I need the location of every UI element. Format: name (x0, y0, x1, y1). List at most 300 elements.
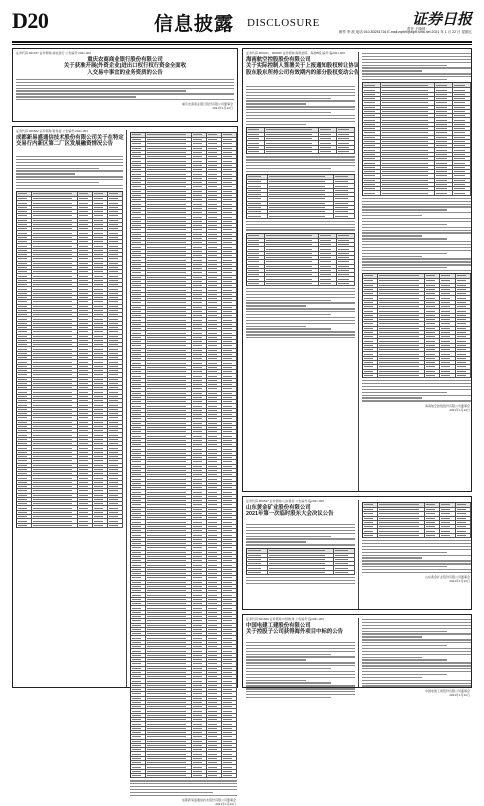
table-cell (131, 258, 146, 261)
table-cell (108, 485, 123, 488)
table-cell (192, 718, 207, 721)
table-cell (32, 201, 78, 204)
table-cell (131, 688, 146, 691)
table-cell (93, 481, 108, 484)
table-cell (337, 282, 355, 285)
table-cell (207, 705, 222, 708)
table-cell (192, 722, 207, 725)
table-cell (93, 395, 108, 398)
table-cell (222, 503, 237, 506)
table-cell (207, 636, 222, 639)
table-cell (222, 624, 237, 627)
table-cell (131, 705, 146, 708)
table-cell (381, 140, 436, 143)
table-cell (131, 396, 146, 399)
table-cell (32, 206, 78, 209)
table-cell (131, 133, 146, 137)
table-cell (146, 211, 192, 214)
inner-column-left (13, 155, 126, 687)
text-line (362, 209, 447, 210)
table-cell (108, 274, 123, 277)
table-cell (207, 456, 222, 459)
table-cell (108, 395, 123, 398)
table-cell (108, 459, 123, 462)
table-cell (78, 192, 93, 196)
table-cell (207, 340, 222, 343)
table-cell (108, 296, 123, 299)
text-line (246, 648, 355, 649)
table-cell (207, 542, 222, 545)
table-cell (32, 459, 78, 462)
table-cell (381, 161, 436, 164)
table-cell (192, 551, 207, 554)
table-cell (207, 331, 222, 334)
table-cell (222, 190, 237, 193)
text-line (246, 645, 355, 646)
table-cell (363, 110, 381, 113)
table-cell (334, 193, 355, 196)
table-cell (131, 198, 146, 201)
table-cell (93, 421, 108, 424)
text-line (362, 232, 471, 233)
signature-line: 山东黄金矿业股份有限公司董事会 (424, 575, 470, 580)
table-cell (17, 494, 32, 497)
table-cell (363, 127, 381, 130)
table-cell (131, 473, 146, 476)
table-cell (192, 740, 207, 743)
table-cell (222, 593, 237, 596)
text-line (362, 215, 422, 216)
table-cell (108, 257, 123, 260)
table-cell (78, 283, 93, 286)
table-cell (131, 477, 146, 480)
table-cell (435, 179, 453, 182)
table-cell (192, 344, 207, 347)
table-cell (192, 138, 207, 141)
table-cell (192, 508, 207, 511)
table-cell (435, 118, 453, 121)
table-cell (363, 292, 378, 295)
table-cell (78, 382, 93, 385)
table-cell (78, 476, 93, 479)
table-cell (32, 192, 78, 196)
text-line (16, 173, 75, 174)
table-cell (93, 192, 108, 196)
table-cell (222, 426, 237, 429)
table-cell (17, 446, 32, 449)
table-cell (131, 327, 146, 330)
table-cell (381, 157, 436, 160)
table-cell (131, 172, 146, 175)
table-cell (131, 409, 146, 412)
table-cell (146, 675, 192, 678)
table-cell (207, 718, 222, 721)
text-line (362, 221, 471, 222)
table-cell (93, 257, 108, 260)
table-cell (456, 348, 471, 351)
table-cell (222, 520, 237, 523)
table-cell (319, 273, 337, 276)
table-cell (381, 114, 436, 117)
table-cell (222, 757, 237, 760)
table-cell (425, 348, 440, 351)
table-cell (131, 340, 146, 343)
table-cell (222, 748, 237, 751)
table-cell (32, 365, 78, 368)
table-cell (363, 183, 381, 186)
table-cell (146, 508, 192, 511)
body-text (246, 86, 355, 125)
table-cell (32, 472, 78, 475)
body-text (246, 642, 355, 698)
table-cell (363, 288, 378, 291)
table-cell (192, 581, 207, 584)
table-cell (192, 675, 207, 678)
table-cell (192, 452, 207, 455)
table-cell (222, 228, 237, 231)
table-cell (425, 339, 440, 342)
table-cell (363, 157, 381, 160)
table-cell (247, 252, 265, 255)
table-cell (207, 314, 222, 317)
text-line (246, 159, 355, 160)
signature-line: 2021年1月22日 (215, 801, 236, 806)
table-cell (131, 207, 146, 210)
table-cell (207, 477, 222, 480)
table-cell (93, 360, 108, 363)
table-cell (207, 748, 222, 751)
table-cell (192, 306, 207, 309)
table-cell (32, 292, 78, 295)
table-cell (146, 460, 192, 463)
table-cell (440, 279, 455, 282)
table-cell (192, 155, 207, 158)
table-cell (108, 489, 123, 492)
table-cell (108, 455, 123, 458)
table-cell (146, 215, 192, 218)
table-cell (207, 645, 222, 648)
table-cell (334, 180, 355, 183)
text-line (16, 82, 234, 83)
table-cell (222, 310, 237, 313)
table-cell (93, 489, 108, 492)
table-cell (247, 269, 265, 272)
table-cell (93, 498, 108, 501)
table-cell (207, 551, 222, 554)
table-cell (319, 252, 337, 255)
table-cell (93, 219, 108, 222)
table-cell (319, 247, 337, 250)
table-cell (131, 293, 146, 296)
text-line (246, 651, 355, 652)
table-cell (222, 499, 237, 502)
text-line (16, 182, 99, 183)
table-cell (207, 576, 222, 579)
signature (363, 575, 470, 583)
table-cell (222, 581, 237, 584)
table-cell (93, 317, 108, 320)
table-cell (207, 752, 222, 755)
table-cell (207, 276, 222, 279)
table-cell (247, 128, 265, 132)
table-cell (381, 153, 436, 156)
table-cell (222, 572, 237, 575)
table-cell (207, 740, 222, 743)
table-cell (378, 339, 425, 342)
table-cell (93, 382, 108, 385)
table-cell (93, 292, 108, 295)
table-cell (146, 546, 192, 549)
table-cell (268, 175, 334, 179)
table-cell (265, 141, 320, 144)
table-cell (222, 280, 237, 283)
table-cell (207, 215, 222, 218)
table-cell (265, 256, 320, 259)
table-cell (440, 335, 455, 338)
table-cell (363, 327, 378, 330)
table-cell (32, 257, 78, 260)
table-cell (456, 503, 471, 507)
table-cell (146, 198, 192, 201)
table-cell (207, 301, 222, 304)
table-cell (93, 399, 108, 402)
table-cell (32, 343, 78, 346)
table-cell (78, 197, 93, 200)
table-cell (363, 352, 378, 355)
table-cell (131, 667, 146, 670)
announcement-a1 (12, 48, 238, 122)
table-cell (146, 490, 192, 493)
table-cell (453, 101, 471, 104)
table-cell (207, 241, 222, 244)
table-cell (247, 206, 268, 209)
text-line (246, 118, 355, 119)
title-line: 股东股东所持公司有效期内的部分股权变动公告 (246, 69, 360, 76)
table-cell (131, 684, 146, 687)
table-cell (207, 422, 222, 425)
inner-column-right (126, 130, 240, 806)
table-cell (268, 189, 334, 192)
table-cell (363, 331, 378, 334)
table-cell (207, 194, 222, 197)
table-cell (222, 533, 237, 536)
table-cell (435, 153, 453, 156)
table-cell (247, 146, 265, 149)
table-cell (381, 170, 436, 173)
table-cell (108, 309, 123, 312)
table-cell (192, 649, 207, 652)
text-line (246, 668, 331, 669)
table-cell (453, 127, 471, 130)
table-cell (17, 390, 32, 393)
text-line (246, 697, 331, 698)
text-line (16, 179, 123, 180)
table-cell (192, 392, 207, 395)
table-cell (17, 244, 32, 247)
table-cell (363, 508, 378, 511)
table-cell (337, 260, 355, 263)
text-line (16, 168, 99, 169)
table-cell (146, 469, 192, 472)
text-line (246, 168, 331, 169)
inner-column-left (243, 641, 358, 687)
table-cell (425, 503, 440, 507)
table-cell (131, 679, 146, 682)
table-cell (146, 559, 192, 562)
table-cell (265, 269, 320, 272)
table-cell (222, 254, 237, 257)
body-text (246, 156, 355, 172)
table-cell (192, 546, 207, 549)
table-cell (32, 347, 78, 350)
text-line (246, 642, 355, 643)
table-cell (78, 519, 93, 522)
table-cell (17, 356, 32, 359)
table-cell (207, 233, 222, 236)
table-cell (334, 571, 355, 574)
table-cell (93, 347, 108, 350)
text-line (362, 560, 471, 561)
table-cell (192, 727, 207, 730)
table-cell (247, 133, 265, 136)
table-cell (435, 110, 453, 113)
table-cell (146, 465, 192, 468)
table-cell (131, 379, 146, 382)
table-cell (222, 288, 237, 291)
table-cell (146, 525, 192, 528)
table-cell (247, 265, 265, 268)
table-cell (222, 151, 237, 154)
text-line (362, 642, 471, 643)
table-cell (435, 144, 453, 147)
table-cell (17, 352, 32, 355)
table-cell (78, 442, 93, 445)
table-cell (247, 180, 268, 183)
table-cell (17, 219, 32, 222)
table-cell (131, 709, 146, 712)
table-cell (247, 260, 265, 263)
table-cell (378, 327, 425, 330)
table-cell (268, 554, 334, 557)
table-cell (146, 151, 192, 154)
text-line (16, 90, 186, 91)
table-cell (425, 517, 440, 520)
table-cell (222, 679, 237, 682)
table-cell (108, 369, 123, 372)
table-cell (146, 512, 192, 515)
table-cell (265, 133, 320, 136)
table-cell (337, 247, 355, 250)
table-cell (108, 335, 123, 338)
table-cell (456, 331, 471, 334)
table-cell (192, 237, 207, 240)
table-cell (78, 309, 93, 312)
table-cell (93, 408, 108, 411)
table-cell (192, 520, 207, 523)
body-text (362, 380, 471, 402)
text-line (362, 631, 447, 632)
table-cell (207, 400, 222, 403)
table-cell (78, 455, 93, 458)
table-cell (222, 211, 237, 214)
table-cell (108, 192, 123, 196)
table-cell (17, 515, 32, 518)
table-cell (425, 301, 440, 304)
table-cell (222, 361, 237, 364)
text-line (16, 85, 234, 86)
text-line (362, 218, 471, 219)
table-cell (207, 430, 222, 433)
table-cell (440, 525, 455, 528)
table-cell (378, 305, 425, 308)
text-line (16, 159, 123, 160)
table-cell (440, 517, 455, 520)
text-line (362, 648, 471, 649)
table-cell (222, 735, 237, 738)
table-cell (319, 150, 337, 153)
table-cell (222, 271, 237, 274)
table-cell (93, 210, 108, 213)
table-cell (146, 301, 192, 304)
table-cell (222, 602, 237, 605)
table-cell (207, 220, 222, 223)
table-cell (435, 83, 453, 87)
table-cell (265, 265, 320, 268)
table-cell (93, 274, 108, 277)
table-cell (425, 344, 440, 347)
text-line (130, 786, 237, 787)
table-cell (453, 161, 471, 164)
table-cell (207, 727, 222, 730)
table-cell (131, 147, 146, 150)
table-cell (192, 133, 207, 137)
table-cell (440, 503, 455, 507)
table-cell (108, 253, 123, 256)
table-cell (108, 429, 123, 432)
table-cell (319, 277, 337, 280)
table-cell (146, 572, 192, 575)
table-cell (108, 287, 123, 290)
table-cell (146, 404, 192, 407)
table-cell (146, 220, 192, 223)
table-cell (440, 322, 455, 325)
text-line (362, 546, 471, 547)
table-cell (78, 498, 93, 501)
table-cell (146, 159, 192, 162)
table-cell (131, 503, 146, 506)
table-cell (192, 181, 207, 184)
table-cell (17, 519, 32, 522)
text-line (362, 668, 471, 669)
table-cell (425, 335, 440, 338)
table-cell (131, 245, 146, 248)
table-cell (440, 357, 455, 360)
table-cell (17, 502, 32, 505)
table-cell (222, 688, 237, 691)
table-cell (108, 262, 123, 265)
table-cell (93, 373, 108, 376)
table-cell (425, 529, 440, 532)
table-cell (131, 383, 146, 386)
table-cell (192, 495, 207, 498)
table-cell (222, 658, 237, 661)
table-cell (93, 369, 108, 372)
table-cell (131, 417, 146, 420)
table-cell (222, 147, 237, 150)
text-line (246, 103, 306, 104)
table-cell (32, 339, 78, 342)
table-cell (131, 602, 146, 605)
